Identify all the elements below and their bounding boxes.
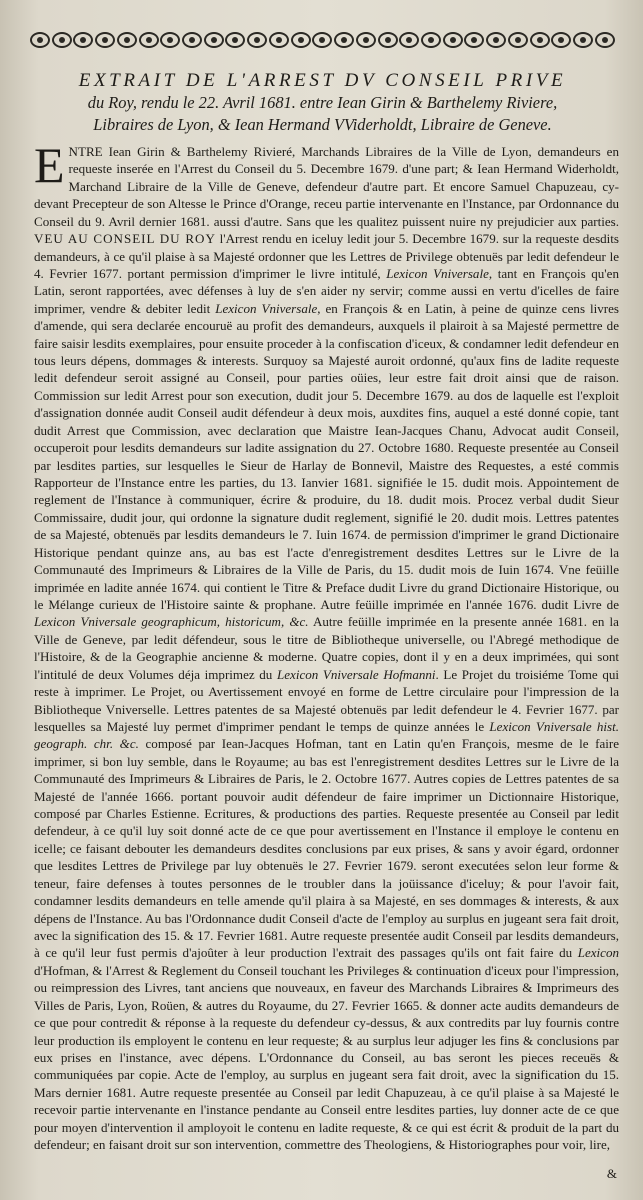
book-title-italic: Lexicon Vniversale [386, 265, 489, 281]
ornament-icon [486, 32, 506, 48]
ornament-icon [378, 32, 398, 48]
document-title: EXTRAIT DE L'ARREST DV CONSEIL PRIVE [78, 70, 567, 91]
ornament-icon [182, 32, 202, 48]
ornament-icon [356, 32, 376, 48]
book-title-italic: Lexicon Vniversale geographicum, historicum, &c. [34, 614, 309, 630]
ornament-icon [464, 32, 484, 48]
ornament-icon [530, 32, 550, 48]
body-segment: NTRE Iean Girin & Barthelemy Rivieré, Marchands Libraires de la Ville de Lyon, demandeurs en requeste inserée en l'Arrest du Conseil du 5. Decembre 1679. d'une part; & Iean Hermand Widerholdt, Marchand Libraire de la Ville de Geneve, defendeur d'autre part. Et encore Samuel Chapuzeau, cy-devant Precepteur de son Altesse le Prince d'Orange, receu partie intervenante en l'Instance, par Ordonnance du Conseil du 9. Avril dernier 1681. aussi d'autre. Sans que les qualitez puissent nuire ny prejudicier aux parties. [34, 144, 619, 229]
ornament-icon [421, 32, 441, 48]
ornament-icon [160, 32, 180, 48]
ornament-icon [95, 32, 115, 48]
book-title-italic: Lexicon [577, 945, 619, 961]
catchword: & [606, 1166, 617, 1181]
body-segment: Autre feüille imprimée en la presente année 1681. en la Ville de Geneve, par ledit défendeur, sous le titre de Bibliotheque universelle, ou l'Abregé methodique de l'Histoire, & de la Geographie ancienne & moderne. Quatre copies, dont il y en a deux imprimées, qui sont l'intitulé de deux Volumes déja imprimez du [34, 614, 619, 682]
body-segment: l'Arrest rendu en iceluy ledit jour 5. Decembre 1679. sur la requeste desdits demandeurs, à ce qu'il plaise à sa Majesté ordonner que les Lettres de Privilege obtenuës par ledit defendeur le 4. Fevrier 1677. portant permission d'imprimer le livre intitulé, [34, 231, 620, 281]
ornament-icon [73, 32, 93, 48]
ornament-icon [595, 32, 615, 48]
title-subline-2: Libraires de Lyon, & Iean Hermand VViderholdt, Libraire de Geneve. [93, 115, 552, 134]
ornament-icon [399, 32, 419, 48]
body-segment: , tant en François qu'en Latin, seront rapportées, avec défenses à luy de s'en aider ny servir; comme aussi en vertu d'icelles de faire imprimer, vendre & debiter ledit [34, 265, 619, 316]
body-segment: d'Hofman, & l'Arrest & Reglement du Conseil touchant les Privileges & continuation d'iceux pour l'impression, ou reimpression des Livres, tant anciens que nouveaux, en faveur des Marchands Libraires & Imprimeurs des Villes de Paris, Lyon, Roüen, & autres du Royaume, du 27. Fevrier 1665. & donner acte audits demandeurs de ce que pour contredit & réponse à la requeste du defendeur cy-dessus, & aux contredits par luy fournis contre leur production ils employent le contenu en leur requeste; & au surplus leur adjuger les fins & conclusions par eux prises en l'instance, avec dépens. L'Ordonnance du Conseil, au bas seront les pieces receuës & communiquées par copie. Acte de l'employ, au surplus en jugeant sera fait droit, avec la signification du 15. Mars dernier 1681. Autre requeste presentée au Conseil par ledit Chapuzeau, à ce qu'il plaise à sa Majesté le recevoir partie intervenante en l'instance pendante au Conseil entre lesdites parties, luy donner acte de ce que pour moyen d'intervention il amployoit le contenu en ladite requeste, & ce qui est écrit & produit de la part du defendeur; en faisant droit sur son intervention, commettre des Theologiens, & Historiographes pour voir, lire, [34, 962, 619, 1153]
ornament-icon [247, 32, 267, 48]
book-title-italic: Lexicon Vniversale hist. geograph. chr. &c. [34, 718, 619, 752]
ornament-icon [334, 32, 354, 48]
ornament-icon [225, 32, 245, 48]
veu-heading: VEU AU CONSEIL DU ROY [34, 231, 216, 247]
title-block [30, 70, 615, 136]
body-text [34, 137, 620, 1153]
ornament-icon [443, 32, 463, 48]
ornament-icon [52, 32, 72, 48]
ornament-icon [30, 32, 50, 48]
ornament-icon [573, 32, 593, 48]
book-title-italic: Lexicon Vniversale Hofmanni [276, 666, 436, 682]
ornament-icon [269, 32, 289, 48]
ornament-icon [312, 32, 332, 48]
book-title-italic: Lexicon Vniversale [215, 300, 318, 316]
ornament-icon [291, 32, 311, 48]
ornament-icon [508, 32, 528, 48]
drop-cap: E [34, 137, 65, 193]
body-segment: . Le Projet du troisiéme Tome qui reste à imprimer. Le Projet, ou Avertissement envoyé en forme de Lettre circulaire pour l'impression de la Bibliotheque Vniverselle. Lettres patentes de sa Majesté obtenuës par ledit defendeur le 4. Fevrier 1677. par lesquelles sa Majesté luy permet d'imprimer pendant le temps de quinze années le [34, 666, 620, 734]
ornament-band [30, 28, 615, 52]
body-segment: composé par Iean-Jacques Hofman, tant en Latin qu'en François, mesme de le faire imprimer, si bon luy semble, dans le Royaume; au bas est l'enregistrement desdites Lettres sur le Livre de la Communauté des Imprimeurs & Libraires de Paris, le 2. Octobre 1677. Autres copies de Lettres patentes de sa Majesté de l'année 1666. portant pouvoir audit défendeur de faire imprimer un Dictionnaire Historique, composé par Charles Estienne. Ecritures, & productions des parties. Requeste presentée au Conseil par ledit defendeur, à ce qu'il luy soit donné acte de ce que pour avertissement en l'Instance il employe le contenu en icelle; ce faisant debouter les demandeurs desdites conclusions par eux prises, & sans y avoir égard, ordonner que lesdites Lettres de Privilege par luy obtenuës le 27. Fevrier 1679. seront executées selon leur forme & teneur, faire defenses à toutes personnes de le troubler dans la joüissance d'iceluy; & pour l'avoir fait, condamner lesdits demandeurs en telle amende qu'il plaira à sa Majesté, en ses dommages & interests, & aux dépens de l'Instance. Au bas l'Ordonnance dudit Conseil d'acte de l'employ au surplus en jugeant sera fait droit, avec la signification des 15. & 17. Fevrier 1681. Autre requeste presentée audit Conseil par lesdits demandeurs, à ce qu'il leur fust permis d'ajoûter à leur production l'extrait des passages qu'ils ont fait faire du [34, 736, 620, 961]
ornament-icon [551, 32, 571, 48]
body-segment: , en François & en Latin, à peine de quinze cens livres d'amende, qui sera declarée encouruë au profit des demandeurs, auxquels il plairoit à sa Majesté permettre de faire saisir lesdits exemplaires, pour ensuite proceder à la confiscation d'iceux, & condamner ledit defendeur en tous leurs dépens, dommages & interests. Surquoy sa Majesté auroit ordonné, qu'aux fins de ladite requeste ledit defendeur seroit assigné au Conseil, pour parties oüies, leur estre fait droit ainsi que de raison. Commission sur ledit Arrest pour son execution, dudit jour 5. Decembre 1679. au dos de laquelle est l'exploit d'assignation donnée audit Conseil audit défendeur à deux mois, auxdites fins, auquel a esté donné copie, tant dudit Arrest que Commission, avec declaration que Maistre Iean-Jacques Chanu, Advocat audit Conseil, occuperoit pour lesdits demandeurs sur ladite assignation du 27. Octobre 1680. Requeste presentée au Conseil par lesdites parties, sur lesquelles le Sieur de Harlay de Bonnevil, Maistre des Requestes, a esté commis Rapporteur de l'Instance entre les parties, du 13. Ianvier 1681. signifiée le 15. dudit mois. Appointement de reglement de l'Instance à communiquer, écrire & produire, du 18. dudit mois. Procez verbal dudit Sieur Commissaire, dudit jour, qui ordonne la signature dudit reglement, signifié le 20. dudit mois. Lettres patentes de sa Majesté, obtenuës par lesdits demandeurs le 7. Iuin 1674. de permission d'imprimer le grand Dictionaire Historique pendant quinze ans, au bas est l'acte d'enregistrement desdites Lettres sur le Livre de la Communauté des Imprimeurs & Libraires de la Ville de Paris, du 15. dudit mois de Iuin 1674. Vne feüille imprimée en ladite année 1674. qui contient le Titre & Preface dudit Livre du grand Dictionaire Historique, ou le Mélange curieux de l'Histoire sainte & prophane. Autre feüille imprimée en l'année 1676. dudit Livre de [34, 300, 619, 612]
ornament-icon [117, 32, 137, 48]
ornament-icon [204, 32, 224, 48]
title-subline-1: du Roy, rendu le 22. Avril 1681. entre Iean Girin & Barthelemy Riviere, [87, 93, 558, 112]
ornament-icon [139, 32, 159, 48]
